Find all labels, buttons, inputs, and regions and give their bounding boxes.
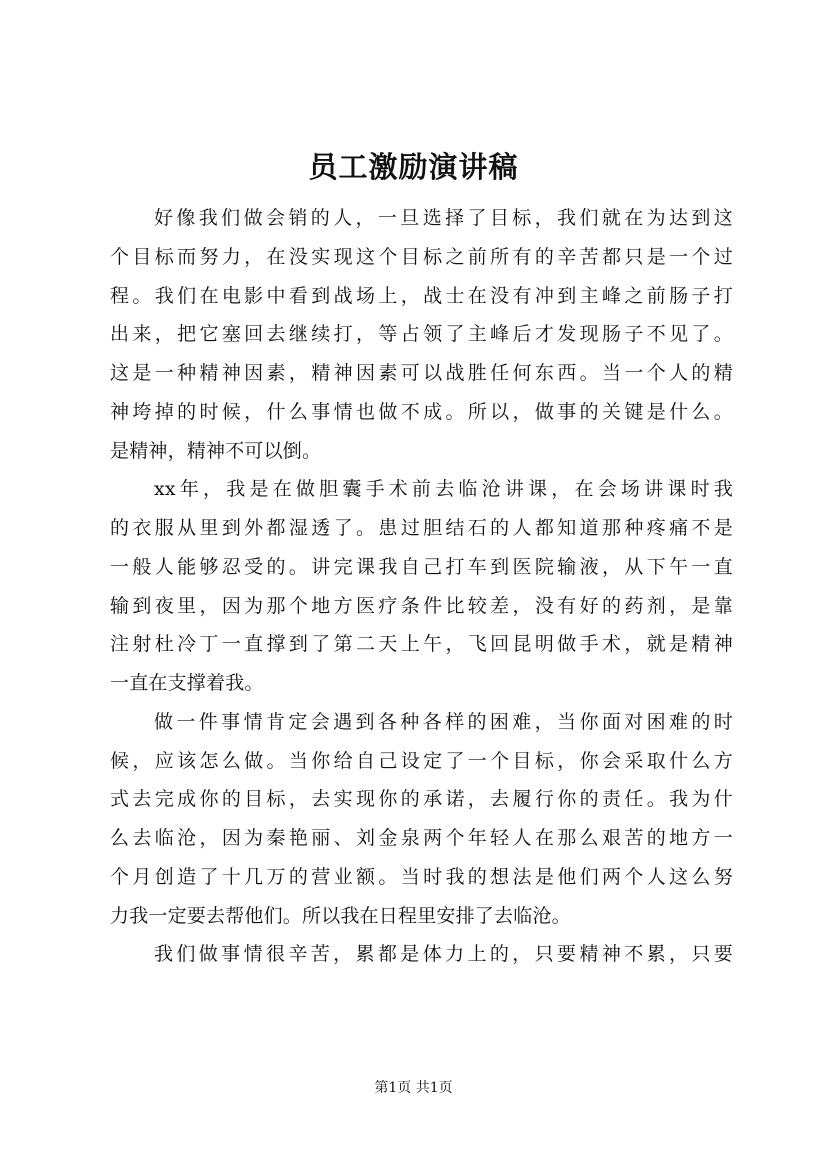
- text-line: 输到夜里，因为那个地方医疗条件比较差，没有好的药剂，是靠: [110, 594, 733, 617]
- text-line: 好像我们做会销的人，一旦选择了目标，我们就在为达到这: [154, 207, 733, 229]
- text-line: 一直在支撑着我。: [110, 672, 264, 694]
- text-line: 做一件事情肯定会遇到各种各样的困难，当你面对困难的时: [154, 710, 733, 733]
- text-line: 程。我们在电影中看到战场上，战士在没有冲到主峰之前肠子打: [110, 284, 733, 307]
- text-line: xx年，我是在做胆囊手术前去临沧讲课，在会场讲课时我: [154, 478, 733, 501]
- text-line: 一般人能够忍受的。讲完课我自己打车到医院输液，从下午一直: [110, 555, 733, 578]
- text-line: 么去临沧，因为秦艳丽、刘金泉两个年轻人在那么艰苦的地方一: [110, 827, 733, 849]
- document-body: [110, 199, 733, 974]
- text-line: 出来，把它塞回去继续打，等占领了主峰后才发现肠子不见了。: [110, 323, 733, 346]
- text-line: 力我一定要去帮他们。所以我在日程里安排了去临沧。: [110, 904, 571, 927]
- text-line: 我们做事情很辛苦，累都是体力上的，只要精神不累，只要: [154, 943, 733, 966]
- text-line: 神垮掉的时候，什么事情也做不成。所以，做事的关键是什么。: [110, 400, 733, 423]
- text-line: 候，应该怎么做。当你给自己设定了一个目标，你会采取什么方: [110, 749, 733, 772]
- text-line: 个目标而努力，在没实现这个目标之前所有的辛苦都只是一个过: [110, 245, 733, 268]
- text-line: 这是一种精神因素，精神因素可以战胜任何东西。当一个人的精: [110, 362, 733, 384]
- text-line: 式去完成你的目标，去实现你的承诺，去履行你的责任。我为什: [110, 788, 733, 811]
- text-line: 是精神，精神不可以倒。: [110, 439, 322, 462]
- text-line: 的衣服从里到外都湿透了。患过胆结石的人都知道那种疼痛不是: [110, 517, 733, 539]
- text-line: 注射杜冷丁一直撑到了第二天上午，飞回昆明做手术，就是精神: [110, 633, 733, 656]
- document-title: 员工激励演讲稿: [308, 150, 519, 184]
- text-line: 个月创造了十几万的营业额。当时我的想法是他们两个人这么努: [110, 865, 733, 888]
- page-footer: 第1页 共1页: [374, 1080, 453, 1096]
